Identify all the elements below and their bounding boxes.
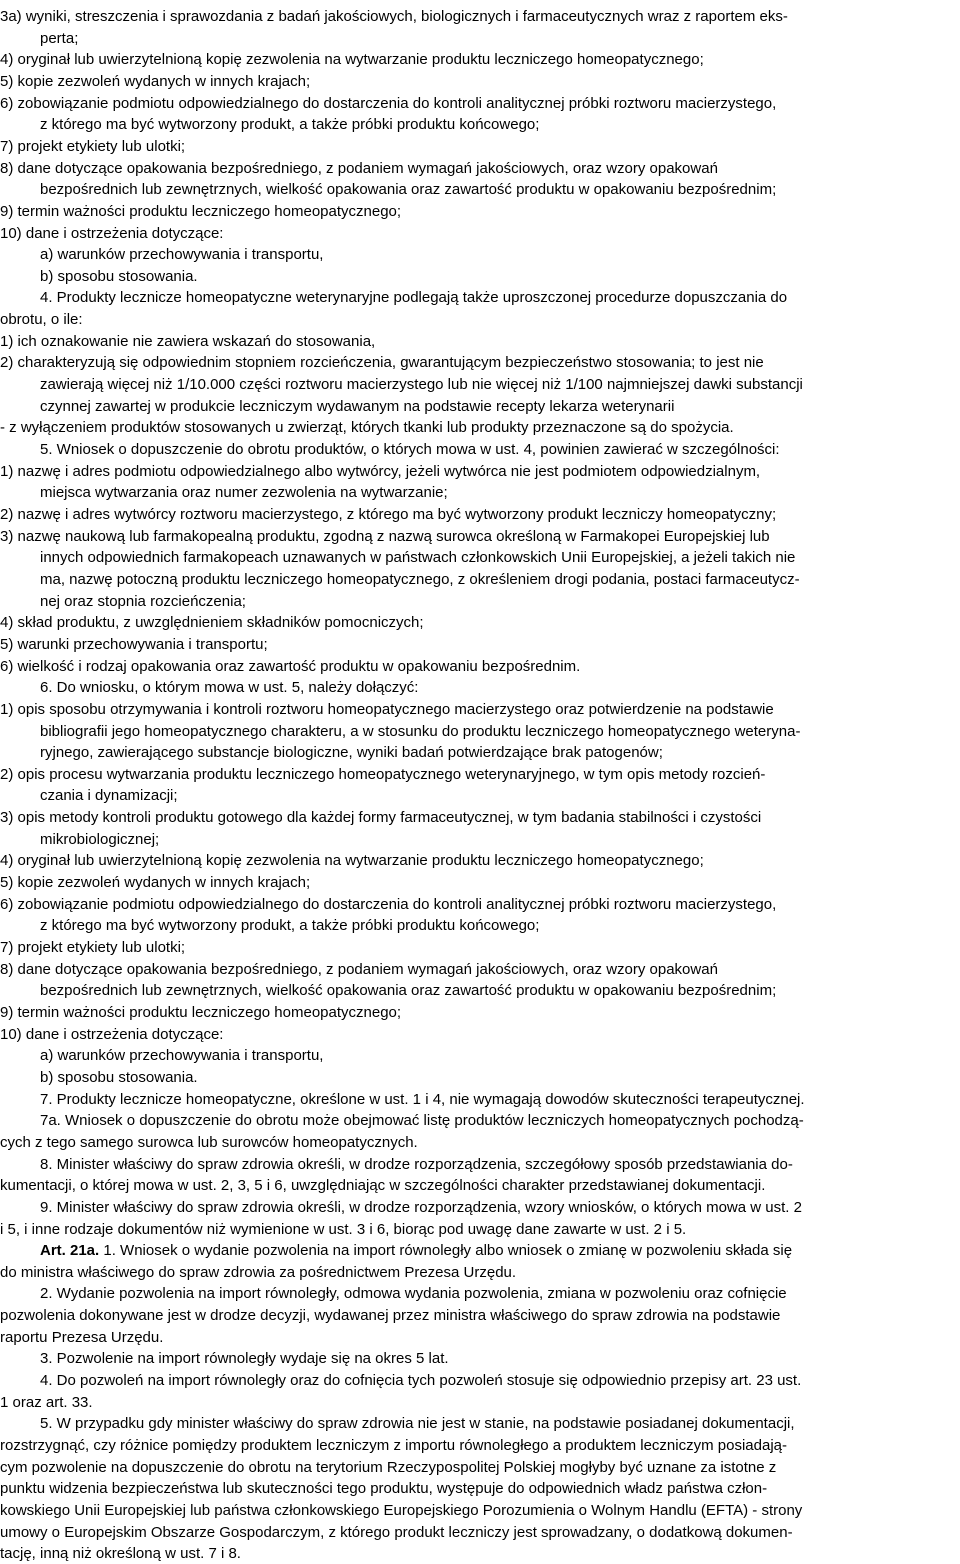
text-line: 3) opis metody kontroli produktu gotowego dla każdej formy farmaceutycznej, w tym badania stabilności i czystości bbox=[0, 809, 762, 827]
text-line: obrotu, o ile: bbox=[0, 311, 83, 329]
text-line: 6) zobowiązanie podmiotu odpowiedzialnego do dostarczenia do kontroli analitycznej próbki roztworu macierzystego, bbox=[0, 94, 777, 112]
text-line: 6. Do wniosku, o którym mowa w ust. 5, należy dołączyć: bbox=[40, 679, 419, 697]
text-line: perta; bbox=[40, 29, 79, 47]
text-line: 1) opis sposobu otrzymywania i kontroli roztworu homeopatycznego macierzystego oraz potwierdzenie na podstawie bbox=[0, 700, 774, 718]
text-line: z którego ma być wytworzony produkt, a także próbki produktu końcowego; bbox=[40, 116, 540, 134]
text-line: nej oraz stopnia rozcieńczenia; bbox=[40, 592, 246, 610]
text-line: 8) dane dotyczące opakowania bezpośredniego, z podaniem wymagań jakościowych, oraz wzory opakowań bbox=[0, 159, 718, 177]
text-line: 9. Minister właściwy do spraw zdrowia określi, w drodze rozporządzenia, wzory wniosków, o których mowa w ust. 2 bbox=[40, 1198, 802, 1216]
article-text: 1. Wniosek o wydanie pozwolenia na import równoległy albo wniosek o zmianę w pozwoleniu składa się bbox=[99, 1242, 793, 1260]
text-line: a) warunków przechowywania i transportu, bbox=[40, 246, 324, 264]
text-line: 5. W przypadku gdy minister właściwy do spraw zdrowia nie jest w stanie, na podstawie posiadanej dokumentacji, bbox=[40, 1415, 795, 1433]
text-line: miejsca wytwarzania oraz numer zezwolenia na wytwarzanie; bbox=[40, 484, 448, 502]
text-line: zawierają więcej niż 1/10.000 części roztworu macierzystego lub nie więcej niż 1/100 najmniejszej dawki substancji bbox=[40, 376, 803, 394]
text-line: 8) dane dotyczące opakowania bezpośredniego, z podaniem wymagań jakościowych, oraz wzory opakowań bbox=[0, 960, 718, 978]
article-heading: Art. 21a. bbox=[40, 1242, 100, 1260]
text-line: kumentacji, o której mowa w ust. 2, 3, 5 i 6, uwzględniając w szczególności charakter przedstawianej dokumentacji. bbox=[0, 1177, 766, 1195]
text-line: kowskiego Unii Europejskiej lub państwa członkowskiego Europejskiego Porozumienia o Wolnym Handlu (EFTA) - strony bbox=[0, 1502, 803, 1519]
text-line: 3) nazwę naukową lub farmakopealną produktu, zgodną z nazwą surowca określoną w Farmakopei Europejskiej lub bbox=[0, 527, 770, 545]
text-line: do ministra właściwego do spraw zdrowia za pośrednictwem Prezesa Urzędu. bbox=[0, 1263, 517, 1281]
text-line: 3. Pozwolenie na import równoległy wydaje się na okres 5 lat. bbox=[40, 1350, 449, 1368]
text-line bbox=[40, 1240, 792, 1261]
text-line: raportu Prezesa Urzędu. bbox=[0, 1328, 164, 1346]
text-line: bezpośrednich lub zewnętrznych, wielkość opakowania oraz zawartość produktu w opakowaniu bezpośrednim; bbox=[40, 181, 777, 199]
text-line: pozwolenia dokonywane jest w drodze decyzji, wydawanej przez ministra właściwego do spraw zdrowia na podstawie bbox=[0, 1307, 781, 1325]
text-line: 5) kopie zezwoleń wydanych w innych krajach; bbox=[0, 874, 311, 892]
text-line: 10) dane i ostrzeżenia dotyczące: bbox=[0, 1025, 224, 1043]
text-line: bibliografii jego homeopatycznego charakteru, a w stosunku do produktu leczniczego homeopatycznego weteryna- bbox=[40, 722, 801, 740]
text-line: 4) skład produktu, z uwzględnieniem składników pomocniczych; bbox=[0, 614, 424, 632]
text-line: 7a. Wniosek o dopuszczenie do obrotu może obejmować listę produktów leczniczych homeopatycznych pochodzą- bbox=[40, 1112, 804, 1130]
text-line: tację, inną niż określoną w ust. 7 i 8. bbox=[0, 1545, 241, 1563]
text-line: 5) warunki przechowywania i transportu; bbox=[0, 635, 268, 653]
text-line: 4. Produkty lecznicze homeopatyczne weterynaryjne podlegają także uproszczonej procedurze dopuszczania do bbox=[40, 289, 788, 307]
text-line: bezpośrednich lub zewnętrznych, wielkość opakowania oraz zawartość produktu w opakowaniu bezpośrednim; bbox=[40, 982, 777, 1000]
text-line: 4. Do pozwoleń na import równoległy oraz do cofnięcia tych pozwoleń stosuje się odpowiednio przepisy art. 23 ust. bbox=[40, 1372, 802, 1390]
text-line: 7) projekt etykiety lub ulotki; bbox=[0, 939, 186, 957]
text-line: czynnej zawartej w produkcie leczniczym wydawanym na podstawie recepty lekarza weterynarii bbox=[40, 397, 675, 415]
text-line: 4) oryginał lub uwierzytelnioną kopię zezwolenia na wytwarzanie produktu leczniczego homeopatycznego; bbox=[0, 51, 704, 69]
text-line: b) sposobu stosowania. bbox=[40, 1068, 198, 1086]
text-line: 6) wielkość i rodzaj opakowania oraz zawartość produktu w opakowaniu bezpośrednim. bbox=[0, 657, 581, 675]
text-line: ma, nazwę potoczną produktu leczniczego homeopatycznego, z określeniem drogi podania, postaci farmaceutycz- bbox=[40, 570, 800, 588]
text-line: innych odpowiednich farmakopeach uznawanych w państwach członkowskich Unii Europejskiej, a jeżeli takich nie bbox=[40, 549, 796, 567]
text-line: 2) charakteryzują się odpowiednim stopniem rozcieńczenia, gwarantującym bezpieczeństwo stosowania; to jest nie bbox=[0, 354, 764, 372]
text-line: cym pozwolenie na dopuszczenie do obrotu na terytorium Rzeczypospolitej Polskiej mogłyby być uznane za istotne z bbox=[0, 1458, 777, 1476]
text-line: - z wyłączeniem produktów stosowanych u zwierząt, których tkanki lub produkty przeznaczone są do spożycia. bbox=[0, 419, 734, 437]
text-line: 6) zobowiązanie podmiotu odpowiedzialnego do dostarczenia do kontroli analitycznej próbki roztworu macierzystego, bbox=[0, 895, 777, 913]
text-line: czania i dynamizacji; bbox=[40, 787, 178, 805]
text-line: 10) dane i ostrzeżenia dotyczące: bbox=[0, 224, 224, 242]
text-line: i 5, i inne rodzaje dokumentów niż wymienione w ust. 3 i 6, biorąc pod uwagę dane zawarte w ust. 2 i 5. bbox=[0, 1220, 687, 1238]
text-line: 9) termin ważności produktu leczniczego homeopatycznego; bbox=[0, 1004, 402, 1021]
text-line: 1) ich oznakowanie nie zawiera wskazań do stosowania, bbox=[0, 332, 376, 350]
text-line: 9) termin ważności produktu leczniczego homeopatycznego; bbox=[0, 202, 402, 220]
text-line: mikrobiologicznej; bbox=[40, 830, 160, 848]
text-line: 2) nazwę i adres wytwórcy roztworu macierzystego, z którego ma być wytworzony produkt leczniczy homeopatyczny; bbox=[0, 506, 777, 523]
text-line: 2) opis procesu wytwarzania produktu leczniczego homeopatycznego weterynaryjnego, w tym opis metody rozcień- bbox=[0, 765, 766, 783]
text-line: 7. Produkty lecznicze homeopatyczne, określone w ust. 1 i 4, nie wymagają dowodów skuteczności terapeutycznej. bbox=[40, 1090, 805, 1108]
text-line: 1) nazwę i adres podmiotu odpowiedzialnego albo wytwórcy, jeżeli wytwórca nie jest podmiotem odpowiedzialnym, bbox=[0, 462, 761, 480]
text-line: 5. Wniosek o dopuszczenie do obrotu produktów, o których mowa w ust. 4, powinien zawierać w szczególności: bbox=[40, 441, 780, 459]
text-line: cych z tego samego surowca lub surowców homeopatycznych. bbox=[0, 1133, 418, 1151]
text-line: 7) projekt etykiety lub ulotki; bbox=[0, 137, 186, 155]
text-line: 8. Minister właściwy do spraw zdrowia określi, w drodze rozporządzenia, szczegółowy sposób przedstawiania do- bbox=[40, 1155, 793, 1173]
text-line: rozstrzygnąć, czy różnice pomiędzy produktem leczniczym z importu równoległego a produktem leczniczym posiadają- bbox=[0, 1437, 787, 1455]
text-line: 5) kopie zezwoleń wydanych w innych krajach; bbox=[0, 72, 311, 90]
text-line: 4) oryginał lub uwierzytelnioną kopię zezwolenia na wytwarzanie produktu leczniczego homeopatycznego; bbox=[0, 852, 704, 870]
text-line: umowy o Europejskim Obszarze Gospodarczym, z którego produkt leczniczy jest sprowadzany, o dodatkową dokumen- bbox=[0, 1523, 793, 1541]
text-line: ryjnego, zawierającego substancje biologiczne, wyniki badań potwierdzające brak patogenów; bbox=[40, 744, 663, 762]
text-line: z którego ma być wytworzony produkt, a także próbki produktu końcowego; bbox=[40, 917, 540, 935]
text-line: 3a) wyniki, streszczenia i sprawozdania z badań jakościowych, biologicznych i farmaceutycznych wraz z raportem eks- bbox=[0, 8, 788, 25]
text-line: b) sposobu stosowania. bbox=[40, 267, 198, 285]
text-line: a) warunków przechowywania i transportu, bbox=[40, 1047, 324, 1065]
text-line: 2. Wydanie pozwolenia na import równoległy, odmowa wydania pozwolenia, zmiana w pozwoleniu oraz cofnięcie bbox=[40, 1285, 787, 1303]
text-line: 1 oraz art. 33. bbox=[0, 1393, 93, 1411]
text-line: punktu widzenia bezpieczeństwa lub skuteczności tego produktu, występuje do odpowiednich władz państwa człon- bbox=[0, 1480, 768, 1498]
